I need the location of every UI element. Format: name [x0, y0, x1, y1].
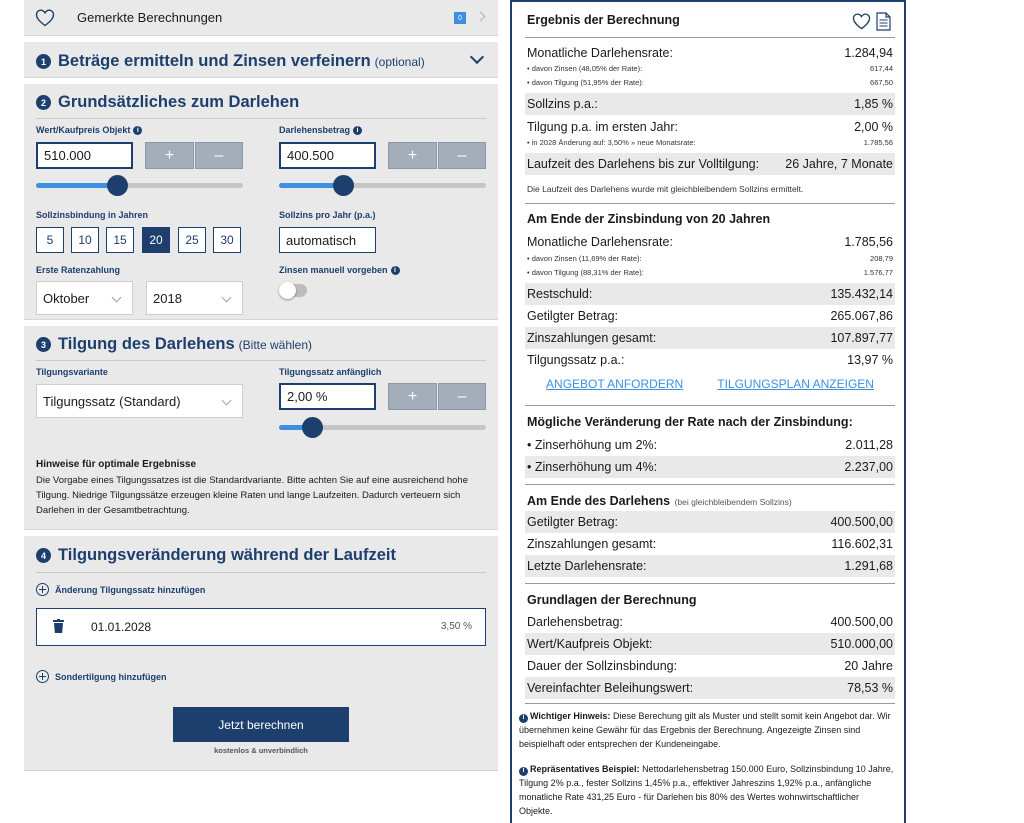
end-fixed-row [525, 327, 895, 349]
end-loan-row [525, 511, 895, 533]
action-links [525, 377, 895, 391]
divider [525, 37, 895, 38]
bookmarks-count-badge: 0 [454, 12, 466, 24]
fixed-rate-label: Sollzinsbindung in Jahren [36, 210, 149, 220]
end-fixed-table [525, 283, 895, 371]
end-loan-row [525, 533, 895, 555]
info-icon[interactable]: i [133, 126, 142, 135]
hint-title: Hinweise für optimale Ergebnisse [36, 459, 197, 470]
monthly-rate-row: Monatliche Darlehensrate: 1.785,56 [527, 235, 893, 249]
rate-change-row: • in 2028 Änderung auf: 3,50% » neue Monatsrate: 1.785,56 [527, 138, 893, 147]
divider [525, 203, 895, 204]
end-fixed-row [525, 349, 895, 371]
repayment-variant-select[interactable]: Tilgungssatz (Standard) [36, 384, 243, 418]
row-value: 400.500,00 [830, 515, 893, 529]
rate-change-row [525, 456, 895, 478]
interest-rate-row: Sollzins p.a.: 1,85 % [525, 93, 895, 115]
month-select[interactable]: Oktober [36, 281, 133, 315]
row-label: Dauer der Sollzinsbindung: [527, 659, 678, 673]
chevron-right-icon [476, 12, 486, 22]
property-value-slider[interactable] [36, 183, 243, 188]
section-title: Tilgungsveränderung während der Laufzeit [58, 546, 396, 564]
value-plus-button[interactable]: + [145, 142, 194, 169]
divider [525, 583, 895, 584]
entry-rate: 3,50 % [440, 621, 472, 632]
first-payment-label: Erste Ratenzahlung [36, 265, 121, 275]
initial-repayment-input[interactable]: 2,00 % [279, 383, 376, 410]
info-icon: i [519, 767, 528, 776]
slider-handle[interactable] [302, 417, 323, 438]
end-loan-heading [525, 492, 895, 510]
loan-plus-button[interactable]: + [388, 142, 437, 169]
interest-rate-input[interactable]: automatisch [279, 227, 376, 253]
property-value-input[interactable]: 510.000 [36, 142, 133, 169]
section-amounts-collapsed[interactable] [24, 42, 498, 78]
trash-icon[interactable] [53, 619, 64, 633]
basis-row [525, 611, 895, 633]
basis-row [525, 633, 895, 655]
loan-amount-input[interactable]: 400.500 [279, 142, 376, 169]
section-repayment [24, 326, 498, 530]
section-title: Tilgung des Darlehens [58, 335, 235, 353]
basis-row [525, 677, 895, 699]
step-number: 2 [36, 95, 51, 110]
row-value: 265.067,86 [830, 309, 893, 323]
row-value: 2.237,00 [844, 460, 893, 474]
chevron-down-icon [222, 396, 232, 406]
interest-share-row: • davon Zinsen (11,69% der Rate): 208,79 [527, 254, 893, 263]
divider [525, 405, 895, 406]
fixed-rate-year-button[interactable]: 15 [106, 227, 134, 253]
row-label: Wert/Kaufpreis Objekt: [527, 637, 653, 651]
duration-row: Laufzeit des Darlehens bis zur Volltilgung: 26 Jahre, 7 Monate [525, 153, 895, 175]
manual-interest-label: Zinsen manuell vorgeben i [279, 265, 400, 275]
plus-circle-icon [36, 670, 49, 683]
end-fixed-row [525, 305, 895, 327]
slider-handle[interactable] [107, 175, 128, 196]
row-label: • Zinserhöhung um 4%: [527, 460, 658, 474]
row-label: Restschuld: [527, 287, 593, 301]
section-repayment-change [24, 536, 498, 771]
chevron-down-icon[interactable] [470, 50, 484, 64]
fixed-rate-year-button[interactable]: 5 [36, 227, 64, 253]
section-title: Beträge ermitteln und Zinsen verfeinern [58, 52, 371, 70]
loan-amount-slider[interactable] [279, 183, 486, 188]
repayment-plus-button[interactable]: + [388, 383, 437, 410]
value-minus-button[interactable]: – [195, 142, 243, 169]
entry-date: 01.01.2028 [91, 620, 152, 634]
step-number: 1 [36, 54, 51, 69]
rate-change-title: Mögliche Veränderung der Rate nach der Zinsbindung: [527, 415, 853, 429]
monthly-rate-row: Monatliche Darlehensrate: 1.284,94 [527, 46, 893, 60]
row-label: Letzte Darlehensrate: [527, 559, 647, 573]
basis-row [525, 655, 895, 677]
repayment-change-entry [36, 608, 486, 646]
row-value: 78,53 % [847, 681, 893, 695]
repayment-variant-label: Tilgungsvariante [36, 367, 108, 377]
row-label: Darlehensbetrag: [527, 615, 623, 629]
row-value: 13,97 % [847, 353, 893, 367]
chevron-down-icon [112, 293, 122, 303]
end-loan-table [525, 511, 895, 577]
end-loan-row [525, 555, 895, 577]
request-offer-link[interactable]: ANGEBOT ANFORDERN [546, 377, 684, 391]
row-label: Getilgter Betrag: [527, 309, 619, 323]
calculate-button[interactable]: Jetzt berechnen [173, 707, 349, 742]
section-subtitle: (optional) [374, 54, 425, 69]
row-value: 107.897,77 [830, 331, 893, 345]
interest-rate-label: Sollzins pro Jahr (p.a.) [279, 210, 376, 220]
row-label: Getilgter Betrag: [527, 515, 619, 529]
row-value: 135.432,14 [830, 287, 893, 301]
step-number: 4 [36, 548, 51, 563]
step-number: 3 [36, 337, 51, 352]
repayment-plan-link[interactable]: TILGUNGSPLAN ANZEIGEN [717, 377, 874, 391]
document-icon[interactable] [876, 12, 891, 31]
end-fixed-title: Am Ende der Zinsbindung von 20 Jahren [527, 212, 771, 226]
fixed-rate-year-button[interactable]: 10 [71, 227, 99, 253]
duration-note: Die Laufzeit des Darlehens wurde mit gleichbleibendem Sollzins ermittelt. [527, 184, 804, 194]
important-note: i Wichtiger Hinweis: Diese Berechung gilt als Muster und stellt somit kein Angebot dar. Wir übernehmen keine Gewähr für das Ergebnis der Berechnung. Angezeigte Zinsen sind beispielhaft oder entsprechen der Kundeneingabe. [519, 711, 891, 749]
value-label: Wert/Kaufpreis Objekt i [36, 125, 142, 135]
basis-title: Grundlagen der Berechnung [527, 593, 697, 607]
divider [525, 703, 895, 704]
add-extra-repayment-link[interactable]: Sondertilgung hinzufügen [36, 670, 166, 683]
slider-handle[interactable] [333, 175, 354, 196]
calculate-note: kostenlos & unverbindlich [214, 746, 308, 755]
end-loan-subtitle: (bei gleichbleibendem Sollzins) [674, 497, 792, 507]
row-label: Zinszahlungen gesamt: [527, 537, 657, 551]
section-title: Grundsätzliches zum Darlehen [58, 93, 300, 111]
initial-repayment-slider[interactable] [279, 425, 486, 430]
fixed-rate-year-button[interactable]: 20 [142, 227, 170, 253]
chevron-down-icon [222, 293, 232, 303]
initial-repayment-label: Tilgungssatz anfänglich [279, 367, 382, 377]
bookmarks-label: Gemerkte Berechnungen [77, 10, 223, 25]
info-icon[interactable]: i [391, 266, 400, 275]
result-title: Ergebnis der Berechnung [527, 13, 680, 27]
row-value: 2.011,28 [845, 438, 893, 452]
row-label: Tilgungssatz p.a.: [527, 353, 625, 367]
end-loan-title: Am Ende des Darlehens [527, 494, 671, 508]
heart-icon [35, 9, 55, 27]
info-icon[interactable]: i [353, 126, 362, 135]
row-value: 400.500,00 [830, 615, 893, 629]
section-basics [24, 84, 498, 320]
heart-icon[interactable] [852, 13, 871, 30]
fixed-rate-year-button[interactable]: 30 [213, 227, 241, 253]
section-subtitle: (Bitte wählen) [238, 337, 313, 352]
loan-minus-button[interactable]: – [438, 142, 486, 169]
calculator-form [24, 0, 498, 771]
plus-circle-icon [36, 583, 49, 596]
row-value: 1.291,68 [844, 559, 893, 573]
end-fixed-row [525, 283, 895, 305]
fixed-rate-year-button[interactable]: 25 [178, 227, 206, 253]
info-icon: i [519, 714, 528, 723]
repayment-share-row: • davon Tilgung (88,31% der Rate): 1.576,77 [527, 268, 893, 277]
manual-interest-toggle[interactable] [280, 284, 307, 297]
rate-change-table [525, 434, 895, 478]
representative-example: i Repräsentatives Beispiel: Nettodarlehensbetrag 150.000 Euro, Sollzinsbindung 10 Jahre, Tilgung 2% p.a., fester Sollzins 1,45% p.a., effektiver Jahreszins 1,92% p.a., anfängliche monatliche Rate 431,25 Euro - für Darlehen bis 80% des Wertes wohnwirtschaftlicher Objekte. [519, 764, 894, 816]
basis-table [525, 611, 895, 699]
add-repayment-change-link[interactable]: Änderung Tilgungssatz hinzufügen [36, 583, 205, 596]
bookmarks-bar[interactable] [24, 0, 498, 36]
repayment-minus-button[interactable]: – [438, 383, 486, 410]
row-label: Vereinfachter Beleihungswert: [527, 681, 694, 695]
repayment-share-row: • davon Tilgung (51,95% der Rate): 667,50 [527, 78, 893, 87]
loan-label: Darlehensbetrag i [279, 125, 362, 135]
result-panel [510, 0, 906, 823]
row-value: 116.602,31 [831, 537, 893, 551]
divider [525, 484, 895, 485]
year-select[interactable]: 2018 [146, 281, 243, 315]
row-value: 510.000,00 [830, 637, 893, 651]
first-year-repayment-row: Tilgung p.a. im ersten Jahr: 2,00 % [527, 120, 893, 134]
row-label: • Zinserhöhung um 2%: [527, 438, 658, 452]
row-label: Zinszahlungen gesamt: [527, 331, 657, 345]
interest-share-row: • davon Zinsen (48,05% der Rate): 617,44 [527, 64, 893, 73]
hint-text: Die Vorgabe eines Tilgungssatzes ist die Standardvariante. Bitte achten Sie auf eine ausreichend hohe Tilgung. Niedrige Tilgungssätze erzeugen kleine Raten und lange Laufzeiten. Dadurch verteuern sich Darlehen in der Gesamtbetrachtung. [36, 475, 469, 516]
rate-change-row [525, 434, 895, 456]
row-value: 20 Jahre [844, 659, 893, 673]
